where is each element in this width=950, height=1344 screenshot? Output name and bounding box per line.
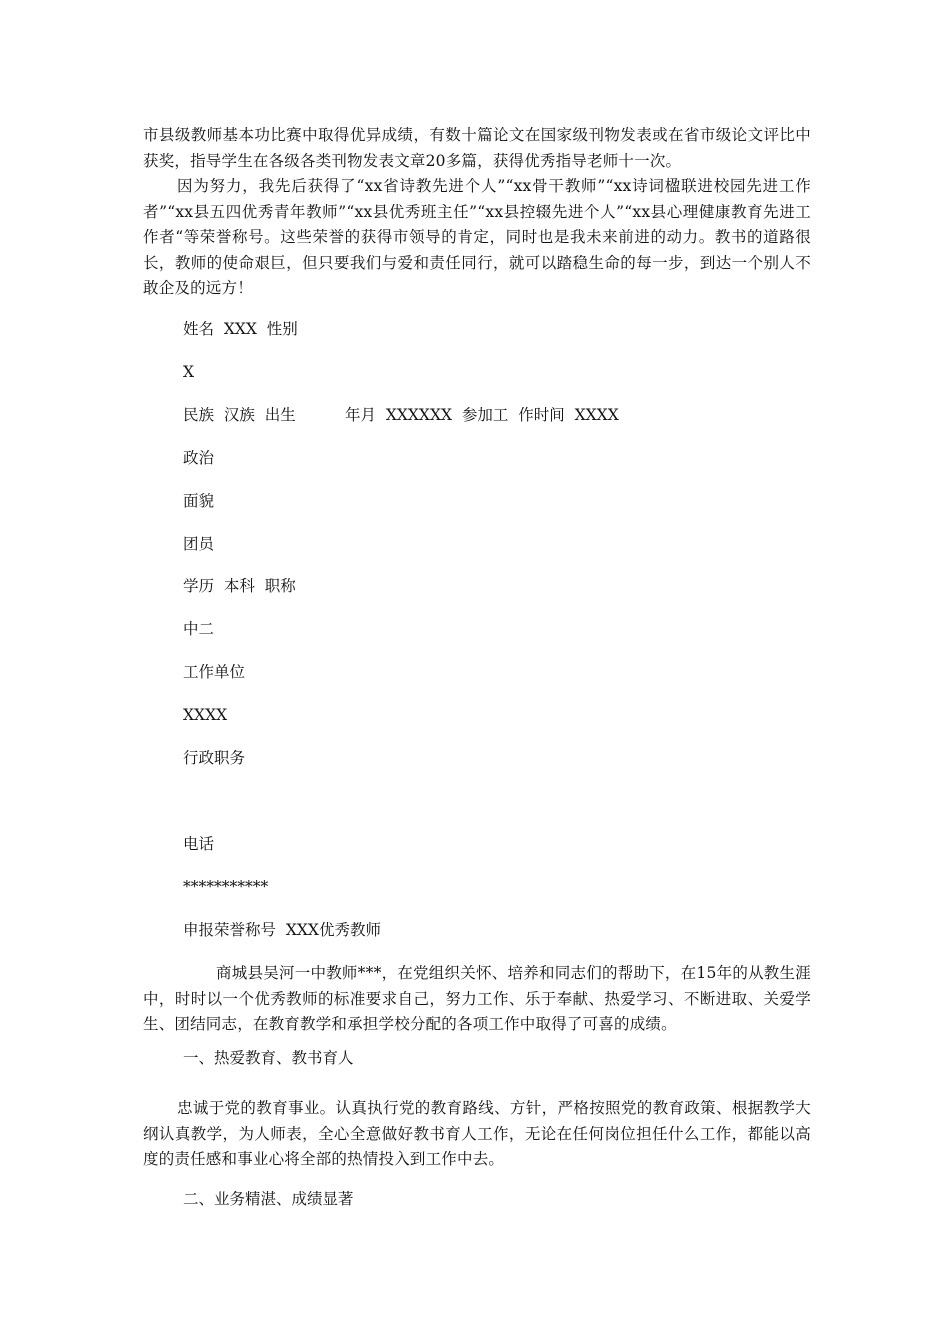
- form-line-title: 中二: [183, 620, 215, 638]
- paragraph-honors-text: 因为努力，我先后获得了“xx省诗教先进个人”“xx骨干教师”“xx诗词楹联进校园先进工作者”“xx县五四优秀青年教师”“xx县优秀班主任”“xx县控辍先进个人”“xx县心理健康教育先进工作者“等荣誉称号。这些荣誉的获得市领导的肯定，同时也是我未来前进的动力。教书的道路很长，教师的使命艰巨，但只要我们与爱和责任同行，就可以踏稳生命的每一步，到达一个别人不敢企及的远方！: [143, 177, 811, 297]
- form-line-workplace-label: 工作单位: [183, 663, 246, 681]
- form-line-honor-title: 申报荣誉称号 XXX优秀教师: [183, 921, 381, 939]
- form-line-gender-value: X: [183, 363, 195, 381]
- form-line-education: 学历 本科 职称: [183, 577, 296, 595]
- form-line-politics: 政治: [183, 449, 215, 467]
- form-line-phone-label: 电话: [183, 835, 215, 853]
- paragraph-honors: [143, 174, 811, 302]
- form-line-workplace-value: XXXX: [183, 706, 228, 724]
- section-heading-1: 一、热爱教育、教书育人: [183, 1049, 354, 1067]
- form-line-position: 行政职务: [183, 749, 246, 767]
- paragraph-achievements-text: 市县级教师基本功比赛中取得优异成绩，有数十篇论文在国家级刊物发表或在省市级论文评比中获奖，指导学生在各级各类刊物发表文章20多篇，获得优秀指导老师十一次。: [143, 126, 811, 170]
- paragraph-introduction-text: 商城县吴河一中教师***，在党组织关怀、培养和同志们的帮助下，在15年的从教生涯中，时时以一个优秀教师的标准要求自己，努力工作、乐于奉献、热爱学习、不断进取、关爱学生、团结同志，在教育教学和承担学校分配的各项工作中取得了可喜的成绩。: [143, 964, 811, 1033]
- section-heading-2: 二、业务精湛、成绩显著: [183, 1190, 354, 1208]
- paragraph-achievements: [143, 123, 811, 174]
- form-line-status: 面貌: [183, 492, 215, 510]
- paragraph-dedication-text: 忠诚于党的教育事业。认真执行党的教育路线、方针，严格按照党的教育政策、根据教学大纲认真教学，为人师表，全心全意做好教书育人工作，无论在任何岗位担任什么工作，都能以高度的责任感和事业心将全部的热情投入到工作中去。: [143, 1099, 811, 1168]
- form-line-name: 姓名 XXX 性别: [183, 320, 298, 338]
- paragraph-introduction: [143, 961, 811, 1038]
- form-line-phone-value: ***********: [183, 878, 269, 896]
- form-line-member: 团员: [183, 535, 215, 553]
- paragraph-dedication: [143, 1096, 811, 1173]
- form-line-ethnicity: 民族 汉族 出生 年月 XXXXXX 参加工 作时间 XXXX: [183, 406, 619, 424]
